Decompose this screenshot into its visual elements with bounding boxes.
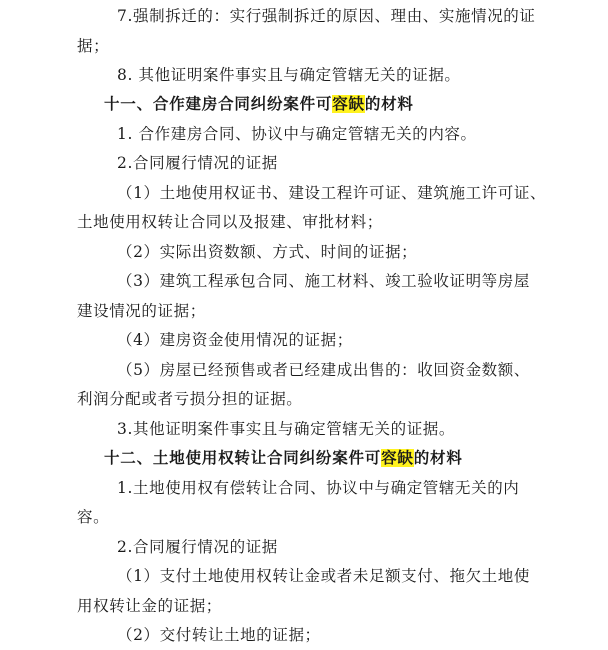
heading-text: 十一、合作建房合同纠纷案件可 [104,95,333,114]
section-12-item-1-line-2: 容。 [77,508,110,527]
sub-item-1-line-1: （1）土地使用权证书、建设工程许可证、建筑施工许可证、 [117,183,547,202]
section-11-item-3: 3.其他证明案件事实且与确定管辖无关的证据。 [117,419,455,438]
sub-item-4: （4）建房资金使用情况的证据； [117,331,353,350]
section-12-item-1-line-1: 1.土地使用权有偿转让合同、协议中与确定管辖无关的内 [117,478,520,497]
sub-item-3-line-1: （3）建筑工程承包合同、施工材料、竣工验收证明等房屋 [117,272,530,291]
heading-text-end: 的材料 [364,95,414,114]
item-8: 8. 其他证明案件事实且与确定管辖无关的证据。 [117,66,461,84]
sub-item-1-line-2: 土地使用权转让合同以及报建、审批材料； [77,213,383,232]
section-11-item-1: 1. 合作建房合同、协议中与确定管辖无关的内容。 [117,124,477,143]
sub-item-1-line-2: 用权转让金的证据； [77,596,222,615]
section-12-heading [104,447,463,469]
sub-item-2: （2）交付转让土地的证据； [117,626,321,644]
item-7-line-2: 据； [77,36,110,55]
sub-item-5-line-1: （5）房屋已经预售或者已经建成出售的：收回资金数额、 [117,360,530,379]
sub-item-5-line-2: 利润分配或者亏损分担的证据。 [77,390,303,409]
highlighted-term: 容缺 [332,95,365,114]
sub-item-2: （2）实际出资数额、方式、时间的证据； [117,242,418,261]
item-7-line-1: 7.强制拆迁的：实行强制拆迁的原因、理由、实施情况的证 [117,7,536,25]
section-11-heading [104,93,414,115]
heading-text: 十二、土地使用权转让合同纠纷案件可 [104,449,382,468]
section-11-item-2: 2.合同履行情况的证据 [117,154,278,173]
highlighted-term: 容缺 [381,449,414,468]
heading-text-end: 的材料 [413,449,463,468]
sub-item-1-line-1: （1）支付土地使用权转让金或者未足额支付、拖欠土地使 [117,567,530,585]
section-12-item-2: 2.合同履行情况的证据 [117,537,278,556]
sub-item-3-line-2: 建设情况的证据； [77,301,206,320]
